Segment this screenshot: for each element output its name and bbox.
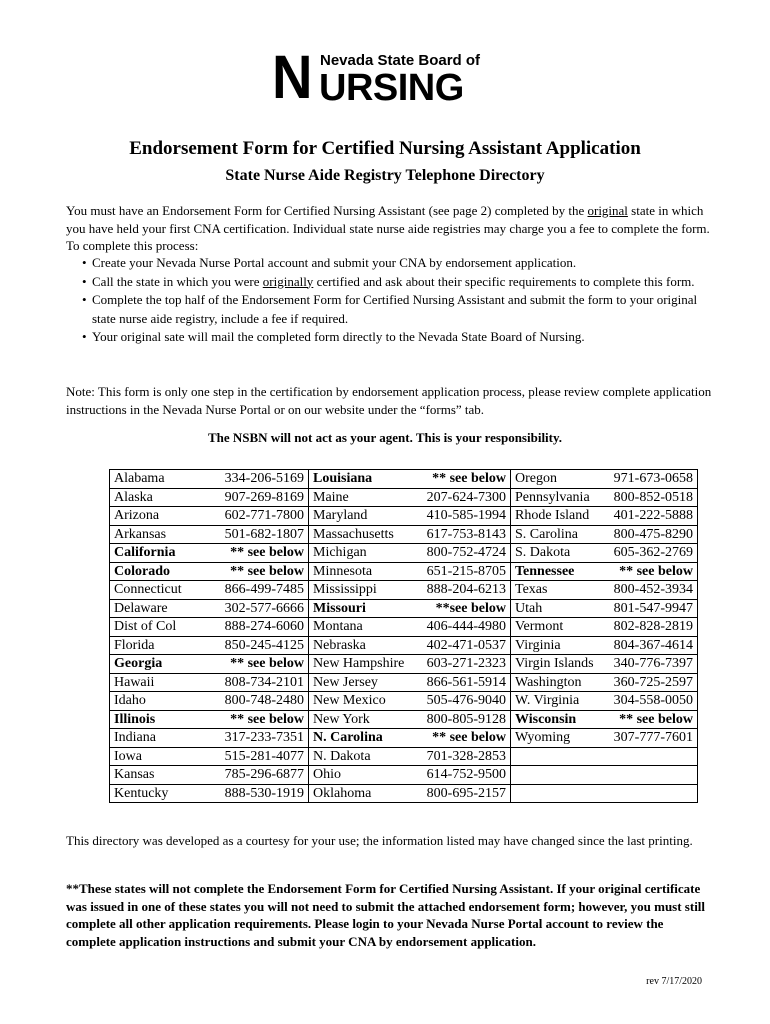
directory-cell <box>110 655 309 674</box>
directory-cell <box>309 692 511 711</box>
registry-phone: 307-777-7601 <box>613 730 693 745</box>
registry-phone: 334-206-5169 <box>224 471 304 486</box>
registry-phone: 808-734-2101 <box>224 674 304 690</box>
logo-line-1: Nevada State Board of <box>320 52 481 69</box>
process-steps-list <box>66 254 718 347</box>
directory-cell <box>309 562 511 581</box>
state-name: Massachusetts <box>313 526 394 542</box>
directory-cell <box>309 525 511 544</box>
state-name: S. Dakota <box>515 545 571 560</box>
directory-cell <box>511 562 698 581</box>
registry-phone: 515-281-4077 <box>224 748 304 764</box>
registry-phone: 501-682-1807 <box>224 526 304 542</box>
state-name: Nebraska <box>313 637 366 653</box>
revision-date: rev 7/17/2020 <box>646 976 702 987</box>
directory-cell <box>309 784 511 803</box>
directory-cell <box>110 470 309 489</box>
table-row <box>110 470 698 489</box>
state-name: Dist of Col <box>114 619 177 634</box>
state-name: Utah <box>515 600 543 616</box>
registry-phone: 785-296-6877 <box>224 767 304 782</box>
registry-phone: 800-852-0518 <box>613 489 693 505</box>
registry-phone: 888-274-6060 <box>224 619 304 634</box>
directory-cell <box>110 544 309 563</box>
directory-cell <box>511 692 698 711</box>
registry-phone: 605-362-2769 <box>613 545 693 560</box>
table-row <box>110 562 698 581</box>
state-name: Mississippi <box>313 582 377 597</box>
state-name: Oklahoma <box>313 785 372 801</box>
registry-phone: 614-752-9500 <box>426 767 506 782</box>
table-row <box>110 784 698 803</box>
registry-phone: **see below <box>435 600 506 616</box>
directory-cell <box>110 784 309 803</box>
table-row <box>110 507 698 526</box>
directory-cell <box>309 544 511 563</box>
logo-line-2: URSING <box>319 67 464 109</box>
logo-letter-n: N <box>272 43 312 111</box>
state-name: N. Dakota <box>313 748 371 764</box>
list-item: • Complete the top half of the Endorsement Form for Certified Nursing Assistant and submit the form to your original state nurse aide registry, include a fee if required. <box>82 292 698 326</box>
directory-cell <box>309 655 511 674</box>
registry-phone: 701-328-2853 <box>426 748 506 764</box>
state-name: Illinois <box>114 711 156 727</box>
nsbn-logo <box>272 43 512 111</box>
state-name: Indiana <box>114 730 156 745</box>
registry-phone: ** see below <box>432 730 506 745</box>
state-name: Idaho <box>114 693 146 708</box>
note-paragraph: Note: This form is only one step in the certification by endorsement application process, please review complete application instructions in the Nevada Nurse Portal or on our website under the “forms” tab. <box>66 384 712 417</box>
state-name: Kentucky <box>114 785 169 801</box>
registry-phone: 603-271-2323 <box>426 656 506 671</box>
directory-cell <box>511 636 698 655</box>
state-name: Oregon <box>515 471 557 486</box>
intro-paragraph: You must have an Endorsement Form for Certified Nursing Assistant (see page 2) completed by the original state in which you have held your first CNA certification. Individual state nurse aide registries may charge you a fee to complete the form. To complete this process: <box>66 203 710 253</box>
table-row <box>110 710 698 729</box>
state-name: Minnesota <box>313 563 373 579</box>
table-row <box>110 488 698 507</box>
directory-cell <box>110 562 309 581</box>
table-row <box>110 618 698 637</box>
registry-phone: 617-753-8143 <box>426 526 506 542</box>
state-name: Wisconsin <box>515 711 577 727</box>
registry-phone: ** see below <box>230 656 304 671</box>
directory-cell <box>511 470 698 489</box>
registry-phone: ** see below <box>230 563 304 579</box>
state-name: Pennsylvania <box>515 489 590 505</box>
state-name: Hawaii <box>114 674 155 690</box>
state-name: Michigan <box>313 545 367 560</box>
state-name: Florida <box>114 637 155 653</box>
registry-phone: ** see below <box>619 711 693 727</box>
registry-phone: 207-624-7300 <box>426 489 506 505</box>
directory-cell <box>110 581 309 600</box>
registry-phone: 302-577-6666 <box>224 600 304 616</box>
registry-directory-table <box>109 469 698 803</box>
table-row <box>110 747 698 766</box>
table-row <box>110 655 698 674</box>
state-name: New Mexico <box>313 693 386 708</box>
registry-phone: 602-771-7800 <box>224 508 304 523</box>
state-name: Rhode Island <box>515 508 590 523</box>
registry-phone: 907-269-8169 <box>224 489 304 505</box>
registry-phone: 401-222-5888 <box>613 508 693 523</box>
state-name: W. Virginia <box>515 693 580 708</box>
directory-cell <box>309 636 511 655</box>
state-name: Arizona <box>114 508 160 523</box>
state-name: Arkansas <box>114 526 167 542</box>
state-name: Alabama <box>114 471 165 486</box>
list-item: • Create your Nevada Nurse Portal account and submit your CNA by endorsement application. <box>82 255 577 270</box>
directory-cell <box>309 599 511 618</box>
directory-cell <box>511 544 698 563</box>
directory-cell <box>110 710 309 729</box>
registry-phone: ** see below <box>230 711 304 727</box>
directory-cell <box>511 507 698 526</box>
state-name: Missouri <box>313 600 366 616</box>
directory-cell <box>309 766 511 785</box>
registry-phone: 866-499-7485 <box>224 582 304 597</box>
exempt-states-warning: **These states will not complete the Endorsement Form for Certified Nursing Assistant. If your original certificate was issued in one of these states you will not need to submit the attached endorsement form; however, you must still complete all other application requirements. Please login to your Nevada Nurse Portal account to review the complete application instructions and submit your CNA by endorsement application. <box>66 881 706 949</box>
state-name: Vermont <box>515 619 564 634</box>
state-name: California <box>114 545 176 560</box>
registry-phone: 800-475-8290 <box>613 526 693 542</box>
table-row <box>110 599 698 618</box>
state-name: Montana <box>313 619 363 634</box>
registry-phone: 971-673-0658 <box>613 471 693 486</box>
state-name: Texas <box>515 582 548 597</box>
registry-phone: 505-476-9040 <box>426 693 506 708</box>
directory-cell <box>511 488 698 507</box>
directory-cell <box>309 673 511 692</box>
registry-phone: 800-695-2157 <box>426 785 506 801</box>
directory-cell <box>110 599 309 618</box>
table-row <box>110 766 698 785</box>
state-name: Delaware <box>114 600 168 616</box>
directory-cell <box>511 618 698 637</box>
state-name: New Jersey <box>313 674 378 690</box>
directory-cell <box>110 618 309 637</box>
directory-cell <box>110 488 309 507</box>
state-name: Washington <box>515 674 582 690</box>
registry-phone: 800-748-2480 <box>224 693 304 708</box>
agent-notice: The NSBN will not act as your agent. This is your responsibility. <box>207 430 563 445</box>
registry-phone: 651-215-8705 <box>426 563 506 579</box>
state-name: S. Carolina <box>515 526 578 542</box>
state-name: New Hampshire <box>313 656 405 671</box>
directory-cell <box>309 581 511 600</box>
directory-cell <box>511 710 698 729</box>
registry-phone: 804-367-4614 <box>613 637 693 653</box>
directory-cell <box>511 599 698 618</box>
state-name: Connecticut <box>114 582 182 597</box>
table-row <box>110 581 698 600</box>
directory-cell <box>511 525 698 544</box>
state-name: Kansas <box>114 767 155 782</box>
table-row <box>110 544 698 563</box>
state-name: Ohio <box>313 767 341 782</box>
table-row <box>110 673 698 692</box>
directory-cell <box>110 673 309 692</box>
registry-phone: 850-245-4125 <box>224 637 304 653</box>
directory-cell <box>511 747 698 766</box>
registry-phone: 402-471-0537 <box>426 637 506 653</box>
registry-phone: ** see below <box>619 563 693 579</box>
courtesy-note: This directory was developed as a courtesy for your use; the information listed may have changed since the last printing. <box>66 833 693 848</box>
state-name: Maryland <box>313 508 368 523</box>
directory-cell <box>309 488 511 507</box>
directory-cell <box>309 710 511 729</box>
directory-cell <box>511 581 698 600</box>
state-name: Colorado <box>114 563 170 579</box>
registry-phone: 406-444-4980 <box>426 619 506 634</box>
directory-cell <box>110 729 309 748</box>
registry-phone: ** see below <box>230 545 304 560</box>
list-item: • Call the state in which you were originally certified and ask about their specific requirements to complete this form. <box>82 273 695 289</box>
directory-cell <box>110 507 309 526</box>
state-name: Georgia <box>114 656 163 671</box>
directory-cell <box>309 618 511 637</box>
registry-phone: 340-776-7397 <box>613 656 693 671</box>
state-name: Tennessee <box>515 563 575 579</box>
registry-phone: 360-725-2597 <box>613 674 693 690</box>
directory-cell <box>110 636 309 655</box>
registry-phone: ** see below <box>432 471 506 486</box>
state-name: Alaska <box>114 489 153 505</box>
registry-phone: 410-585-1994 <box>426 508 506 523</box>
registry-phone: 800-805-9128 <box>426 711 506 727</box>
directory-cell <box>511 673 698 692</box>
registry-phone: 802-828-2819 <box>613 619 693 634</box>
state-name: N. Carolina <box>313 730 383 745</box>
state-name: Maine <box>313 489 349 505</box>
directory-cell <box>110 525 309 544</box>
directory-cell <box>511 784 698 803</box>
directory-cell <box>309 470 511 489</box>
document-subtitle: State Nurse Aide Registry Telephone Directory <box>225 167 545 184</box>
registry-phone: 304-558-0050 <box>613 693 693 708</box>
registry-phone: 317-233-7351 <box>224 730 304 745</box>
registry-phone: 888-204-6213 <box>426 582 506 597</box>
state-name: Virgin Islands <box>515 656 594 671</box>
registry-phone: 800-752-4724 <box>426 545 506 560</box>
directory-cell <box>511 729 698 748</box>
registry-phone: 801-547-9947 <box>613 600 693 616</box>
state-name: Louisiana <box>313 471 373 486</box>
list-item: • Your original sate will mail the completed form directly to the Nevada State Board of Nursing. <box>82 329 585 344</box>
registry-phone: 800-452-3934 <box>613 582 693 597</box>
state-name: Wyoming <box>515 730 571 745</box>
registry-phone: 888-530-1919 <box>224 785 304 801</box>
state-name: Virginia <box>515 637 561 653</box>
directory-cell <box>511 655 698 674</box>
table-row <box>110 525 698 544</box>
state-name: Iowa <box>114 748 142 764</box>
directory-cell <box>110 747 309 766</box>
directory-cell <box>309 747 511 766</box>
directory-cell <box>110 766 309 785</box>
table-row <box>110 729 698 748</box>
directory-cell <box>511 766 698 785</box>
directory-cell <box>309 507 511 526</box>
table-row <box>110 692 698 711</box>
directory-cell <box>110 692 309 711</box>
table-row <box>110 636 698 655</box>
registry-phone: 866-561-5914 <box>426 674 506 690</box>
document-title: Endorsement Form for Certified Nursing Assistant Application <box>129 138 641 159</box>
state-name: New York <box>313 711 370 727</box>
directory-cell <box>309 729 511 748</box>
